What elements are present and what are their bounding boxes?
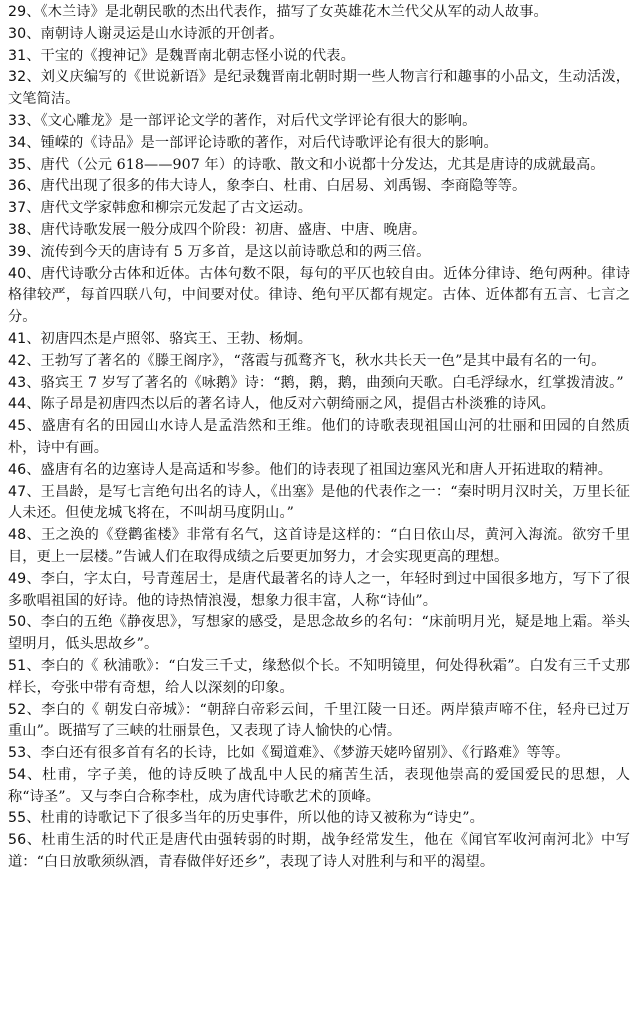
item-text: 《木兰诗》是北朝民歌的杰出代表作，描写了女英雄花木兰代父从军的动人故事。 xyxy=(40,4,548,20)
item-number: 38、 xyxy=(8,221,41,238)
item-number: 45、 xyxy=(8,418,42,435)
list-item xyxy=(8,656,630,700)
item-text: 李白的《 朝发白帝城》：“朝辞白帝彩云间，千里江陵一日还。两岸猿声啼不住，轻舟已过万重山”。既描写了三峡的壮丽景色，又表现了诗人愉快的心情。 xyxy=(8,701,630,740)
item-text: 唐代诗歌分古体和近体。古体句数不限，每句的平仄也较自由。近体分律诗、绝句两种。律诗格律较严，每首四联八句，中间要对仗。律诗、绝句平仄都有规定。古体、近体都有五言、七言之分。 xyxy=(8,265,630,326)
item-number: 49、 xyxy=(8,570,41,587)
list-item xyxy=(8,700,630,744)
list-item xyxy=(8,242,630,264)
item-number: 30、 xyxy=(8,25,41,42)
item-text: 王昌龄，是写七言绝句出名的诗人，《出塞》是他的代表作之一：“秦时明月汉时关，万里长征人未还。但使龙城飞将在，不叫胡马度阴山。” xyxy=(8,483,630,522)
list-item xyxy=(8,612,630,656)
item-text: 李白的五绝《静夜思》，写想家的感受，是思念故乡的名句：“床前明月光，疑是地上霜。举头望明月，低头思故乡”。 xyxy=(8,614,630,653)
item-text: 王之涣的《登鹳雀楼》非常有名气，这首诗是这样的：“白日依山尽，黄河入海流。欲穷千里目，更上一层楼。”告诫人们在取得成绩之后要更加努力，才会实现更高的理想。 xyxy=(8,527,630,565)
list-item xyxy=(8,67,630,111)
list-item xyxy=(8,2,630,24)
list-item xyxy=(8,198,630,220)
item-number: 40、 xyxy=(8,265,41,282)
list-item xyxy=(8,133,630,155)
item-text: 骆宾王 7 岁写了著名的《咏鹅》诗：“鹅，鹅，鹅，曲颈向天歌。白毛浮绿水，红掌拨清波。” xyxy=(40,374,624,391)
item-text: 杜甫生活的时代正是唐代由强转弱的时期，战争经常发生，他在《闻官军收河南河北》中写道：“白日放歌须纵酒，青春做伴好还乡”，表现了诗人对胜利与和平的渴望。 xyxy=(8,832,630,871)
item-text: 《文心雕龙》是一部评论文学的著作，对后代文学评论有很大的影响。 xyxy=(40,112,477,129)
list-item xyxy=(8,220,630,242)
item-number: 54、 xyxy=(8,766,43,783)
item-text: 李白还有很多首有名的长诗，比如《蜀道难》、《梦游天姥吟留别》、《行路难》等等。 xyxy=(40,745,570,762)
list-item xyxy=(8,525,630,569)
list-item xyxy=(8,373,630,395)
item-number: 31、 xyxy=(8,47,41,64)
list-item xyxy=(8,460,630,482)
item-number: 36、 xyxy=(8,178,41,195)
item-number: 35、 xyxy=(8,156,41,173)
list-item xyxy=(8,808,630,830)
item-text: 杜甫的诗歌记下了很多当年的历史事件，所以他的诗又被称为“诗史”。 xyxy=(40,810,484,827)
item-text: 初唐四杰是卢照邻、骆宾王、王勃、杨炯。 xyxy=(40,330,313,347)
item-number: 51、 xyxy=(8,657,41,674)
item-number: 47、 xyxy=(8,483,41,500)
list-item xyxy=(8,24,630,46)
item-number: 32、 xyxy=(8,69,41,86)
item-number: 53、 xyxy=(8,745,41,762)
list-item xyxy=(8,176,630,198)
item-number: 43、 xyxy=(8,374,41,391)
item-text: 唐代出现了很多的伟大诗人，象李白、杜甫、白居易、刘禹锡、李商隐等等。 xyxy=(40,178,527,195)
item-number: 48、 xyxy=(8,527,42,544)
item-number: 56、 xyxy=(8,832,42,849)
item-text: 杜甫，字子美，他的诗反映了战乱中人民的痛苦生活，表现他崇高的爱国爱民的思想，人称“诗圣”。又与李白合称李杜，成为唐代诗歌艺术的顶峰。 xyxy=(8,766,630,805)
item-text: 唐代文学家韩愈和柳宗元发起了古文运动。 xyxy=(40,200,313,217)
item-text: 唐代诗歌发展一般分成四个阶段：初唐、盛唐、中唐、晚唐。 xyxy=(40,221,427,238)
item-number: 39、 xyxy=(8,243,41,260)
list-item xyxy=(8,111,630,133)
item-number: 33、 xyxy=(8,112,41,129)
list-item xyxy=(8,416,630,460)
item-text: 干宝的《搜神记》是魏晋南北朝志怪小说的代表。 xyxy=(40,47,355,64)
list-item xyxy=(8,155,630,177)
item-number: 34、 xyxy=(8,134,41,151)
item-text: 唐代（公元 618——907 年）的诗歌、散文和小说都十分发达，尤其是唐诗的成就最高。 xyxy=(40,156,605,173)
item-text: 盛唐有名的边塞诗人是高适和岑参。他们的诗表现了祖国边塞风光和唐人开拓进取的精神。 xyxy=(40,461,613,478)
list-item xyxy=(8,264,630,329)
item-number: 41、 xyxy=(8,330,41,347)
item-number: 46、 xyxy=(8,461,41,478)
item-number: 37、 xyxy=(8,200,41,217)
item-number: 29、 xyxy=(8,4,41,20)
item-text: 南朝诗人谢灵运是山水诗派的开创者。 xyxy=(40,25,284,42)
item-number: 55、 xyxy=(8,810,41,827)
list-item xyxy=(8,569,630,613)
list-item xyxy=(8,482,630,526)
item-text: 盛唐有名的田园山水诗人是孟浩然和王维。他们的诗歌表现祖国山河的壮丽和田园的自然质朴，诗中有画。 xyxy=(8,418,630,456)
item-text: 刘义庆编写的《世说新语》是纪录魏晋南北朝时期一些人物言行和趣事的小品文，生动活泼，文笔简洁。 xyxy=(8,69,630,108)
list-item xyxy=(8,743,630,765)
list-item xyxy=(8,329,630,351)
item-text: 李白的《 秋浦歌》：“白发三千丈，缘愁似个长。不知明镜里，何处得秋霜”。白发有三千丈那样长，夸张中带有奇想，给人以深刻的印象。 xyxy=(8,657,631,696)
item-text: 王勃写了著名的《滕王阁序》，“落霞与孤鹜齐飞，秋水共长天一色”是其中最有名的一句。 xyxy=(40,352,606,369)
item-text: 流传到今天的唐诗有 5 万多首，是这以前诗歌总和的两三倍。 xyxy=(40,243,431,260)
item-text: 陈子昂是初唐四杰以后的著名诗人，他反对六朝绮丽之风，提倡古朴淡雅的诗风。 xyxy=(40,396,555,413)
list-item xyxy=(8,351,630,373)
item-number: 42、 xyxy=(8,352,41,369)
item-text: 锺嵘的《诗品》是一部评论诗歌的著作，对后代诗歌评论有很大的影响。 xyxy=(40,134,498,151)
list-item xyxy=(8,830,630,874)
item-number: 52、 xyxy=(8,701,42,718)
item-number: 50、 xyxy=(8,614,41,631)
list-item xyxy=(8,765,630,809)
item-text: 李白，字太白，号青莲居士，是唐代最著名的诗人之一，年轻时到过中国很多地方，写下了很多歌唱祖国的好诗。他的诗热情浪漫，想象力很丰富，人称“诗仙”。 xyxy=(8,570,630,609)
list-item xyxy=(8,46,630,68)
list-item xyxy=(8,394,630,416)
item-number: 44、 xyxy=(8,396,41,413)
